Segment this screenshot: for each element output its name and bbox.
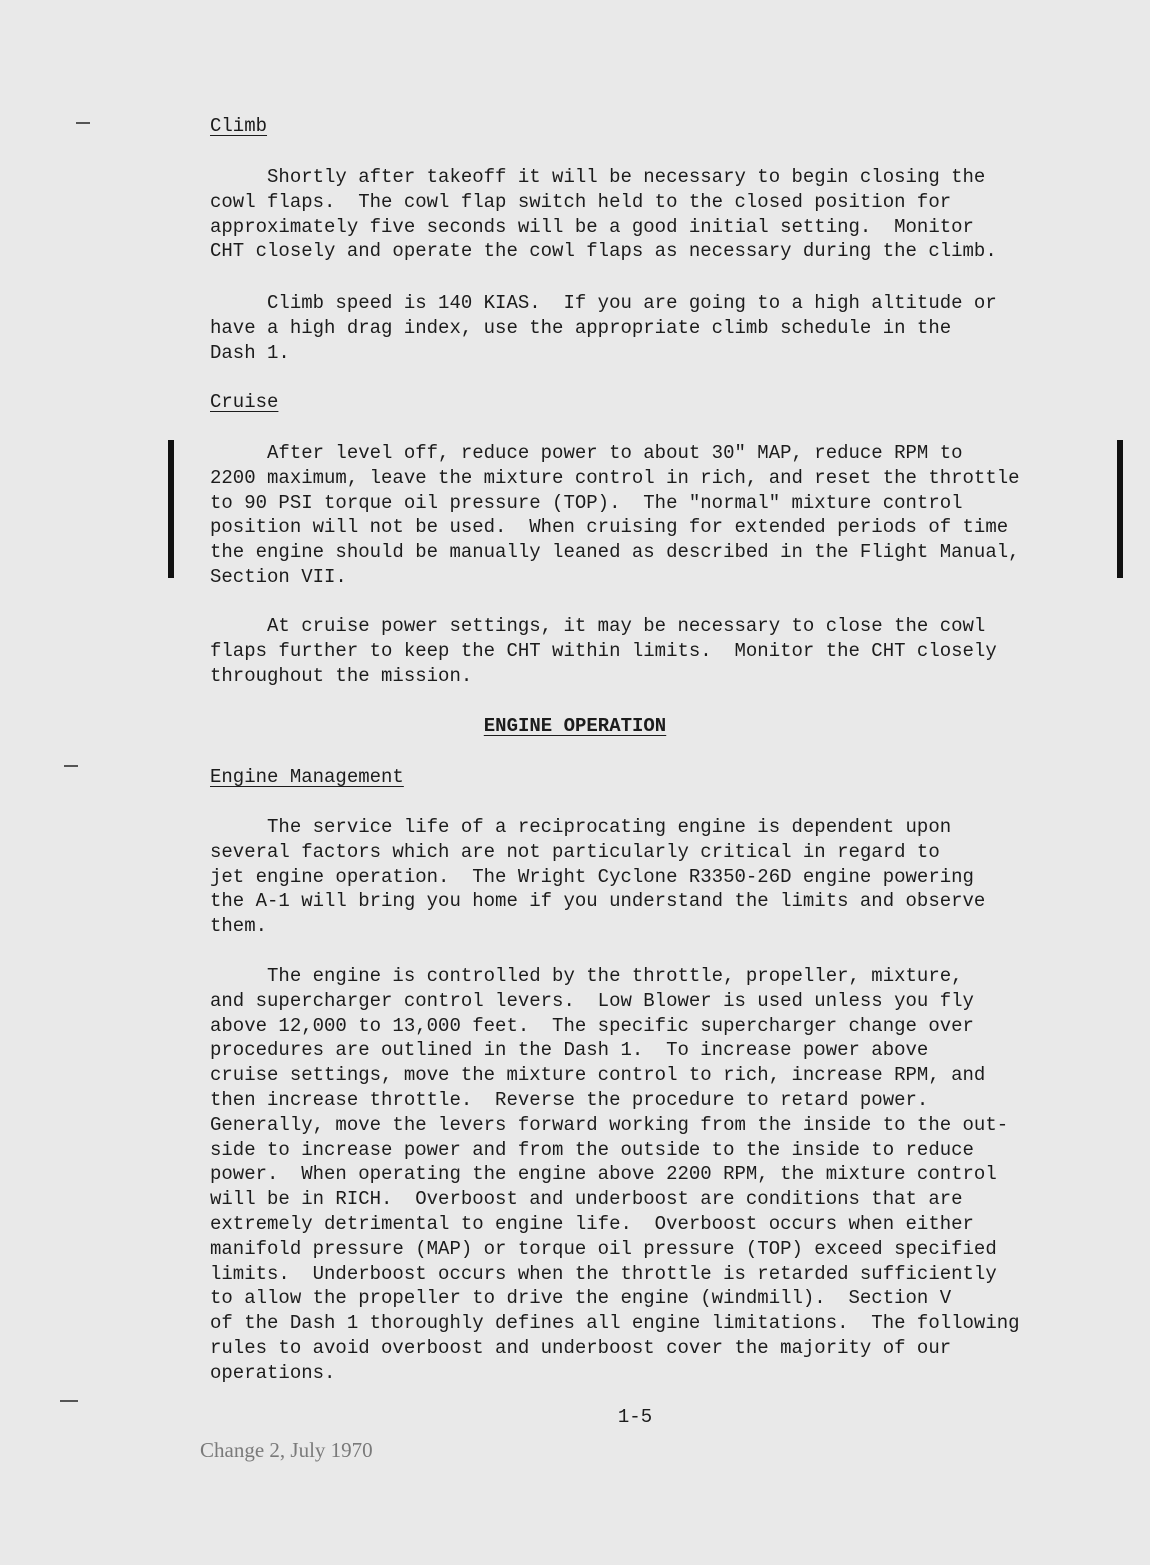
margin-mark — [76, 122, 90, 124]
text-line: The service life of a reciprocating engine is dependent upon — [210, 816, 952, 838]
text-line: then increase throttle. Reverse the procedure to retard power. — [210, 1088, 929, 1111]
page-number: 1-5 — [617, 1406, 653, 1428]
text-line: to 90 PSI torque oil pressure (TOP). The "normal" mixture control — [210, 491, 963, 514]
text-line: and supercharger control levers. Low Blower is used unless you fly — [210, 989, 974, 1012]
text-line: The engine is controlled by the throttle, propeller, mixture, — [210, 965, 963, 987]
text-line: At cruise power settings, it may be necessary to close the cowl — [210, 615, 986, 637]
text-line: have a high drag index, use the appropriate climb schedule in the — [210, 316, 952, 339]
section-heading-climb: Climb — [210, 115, 268, 137]
section-title-engine-operation: ENGINE OPERATION — [483, 715, 667, 737]
cruise-paragraph-2 — [210, 614, 997, 688]
engine-management-paragraph-2 — [210, 964, 1020, 1386]
text-line: them. — [210, 915, 268, 938]
text-line: limits. Underboost occurs when the throttle is retarded sufficiently — [210, 1262, 997, 1285]
text-line: extremely detrimental to engine life. Overboost occurs when either — [210, 1212, 974, 1235]
change-notice-footer: Change 2, July 1970 — [200, 1438, 373, 1462]
margin-mark — [60, 1400, 78, 1402]
text-line: power. When operating the engine above 2200 RPM, the mixture control — [210, 1163, 997, 1186]
text-line: several factors which are not particularly critical in regard to — [210, 840, 940, 863]
text-line: cruise settings, move the mixture control to rich, increase RPM, and — [210, 1064, 986, 1087]
text-line: approximately five seconds will be a good initial setting. Monitor — [210, 215, 974, 238]
margin-mark — [64, 765, 78, 767]
text-line: jet engine operation. The Wright Cyclone R3350-26D engine powering — [210, 865, 974, 888]
text-line: 2200 maximum, leave the mixture control in rich, and reset the throttle — [210, 466, 1020, 489]
text-line: cowl flaps. The cowl flap switch held to the closed position for — [210, 190, 952, 213]
text-line: Shortly after takeoff it will be necessary to begin closing the — [210, 166, 986, 188]
text-line: Section VII. — [210, 565, 347, 588]
text-line: rules to avoid overboost and underboost cover the majority of our — [210, 1336, 952, 1359]
text-line: After level off, reduce power to about 30" MAP, reduce RPM to — [210, 442, 963, 464]
text-line: manifold pressure (MAP) or torque oil pressure (TOP) exceed specified — [210, 1237, 997, 1260]
climb-paragraph-1 — [210, 165, 997, 264]
text-line: throughout the mission. — [210, 664, 473, 687]
climb-paragraph-2 — [210, 291, 997, 365]
text-line: above 12,000 to 13,000 feet. The specific supercharger change over — [210, 1014, 974, 1037]
text-line: of the Dash 1 thoroughly defines all engine limitations. The following — [210, 1312, 1020, 1335]
change-bar-left — [168, 440, 174, 578]
text-line: Dash 1. — [210, 341, 290, 364]
change-bar-right — [1117, 440, 1123, 578]
engine-management-paragraph-1 — [210, 815, 985, 939]
text-line: position will not be used. When cruising for extended periods of time — [210, 516, 1009, 539]
cruise-paragraph-1 — [210, 441, 1020, 590]
text-line: the engine should be manually leaned as described in the Flight Manual, — [210, 541, 1020, 564]
text-line: to allow the propeller to drive the engine (windmill). Section V — [210, 1287, 952, 1310]
section-heading-cruise: Cruise — [210, 391, 279, 413]
section-heading-engine-management: Engine Management — [210, 766, 404, 788]
text-line: side to increase power and from the outside to the inside to reduce — [210, 1138, 974, 1161]
text-line: will be in RICH. Overboost and underboost are conditions that are — [210, 1188, 963, 1211]
text-line: the A-1 will bring you home if you understand the limits and observe — [210, 890, 986, 913]
text-line: Generally, move the levers forward working from the inside to the out- — [210, 1113, 1009, 1136]
text-line: operations. — [210, 1361, 336, 1384]
text-line: flaps further to keep the CHT within limits. Monitor the CHT closely — [210, 639, 997, 662]
text-line: Climb speed is 140 KIAS. If you are going to a high altitude or — [210, 292, 997, 314]
text-line: CHT closely and operate the cowl flaps as necessary during the climb. — [210, 240, 997, 263]
text-line: procedures are outlined in the Dash 1. To increase power above — [210, 1039, 929, 1062]
